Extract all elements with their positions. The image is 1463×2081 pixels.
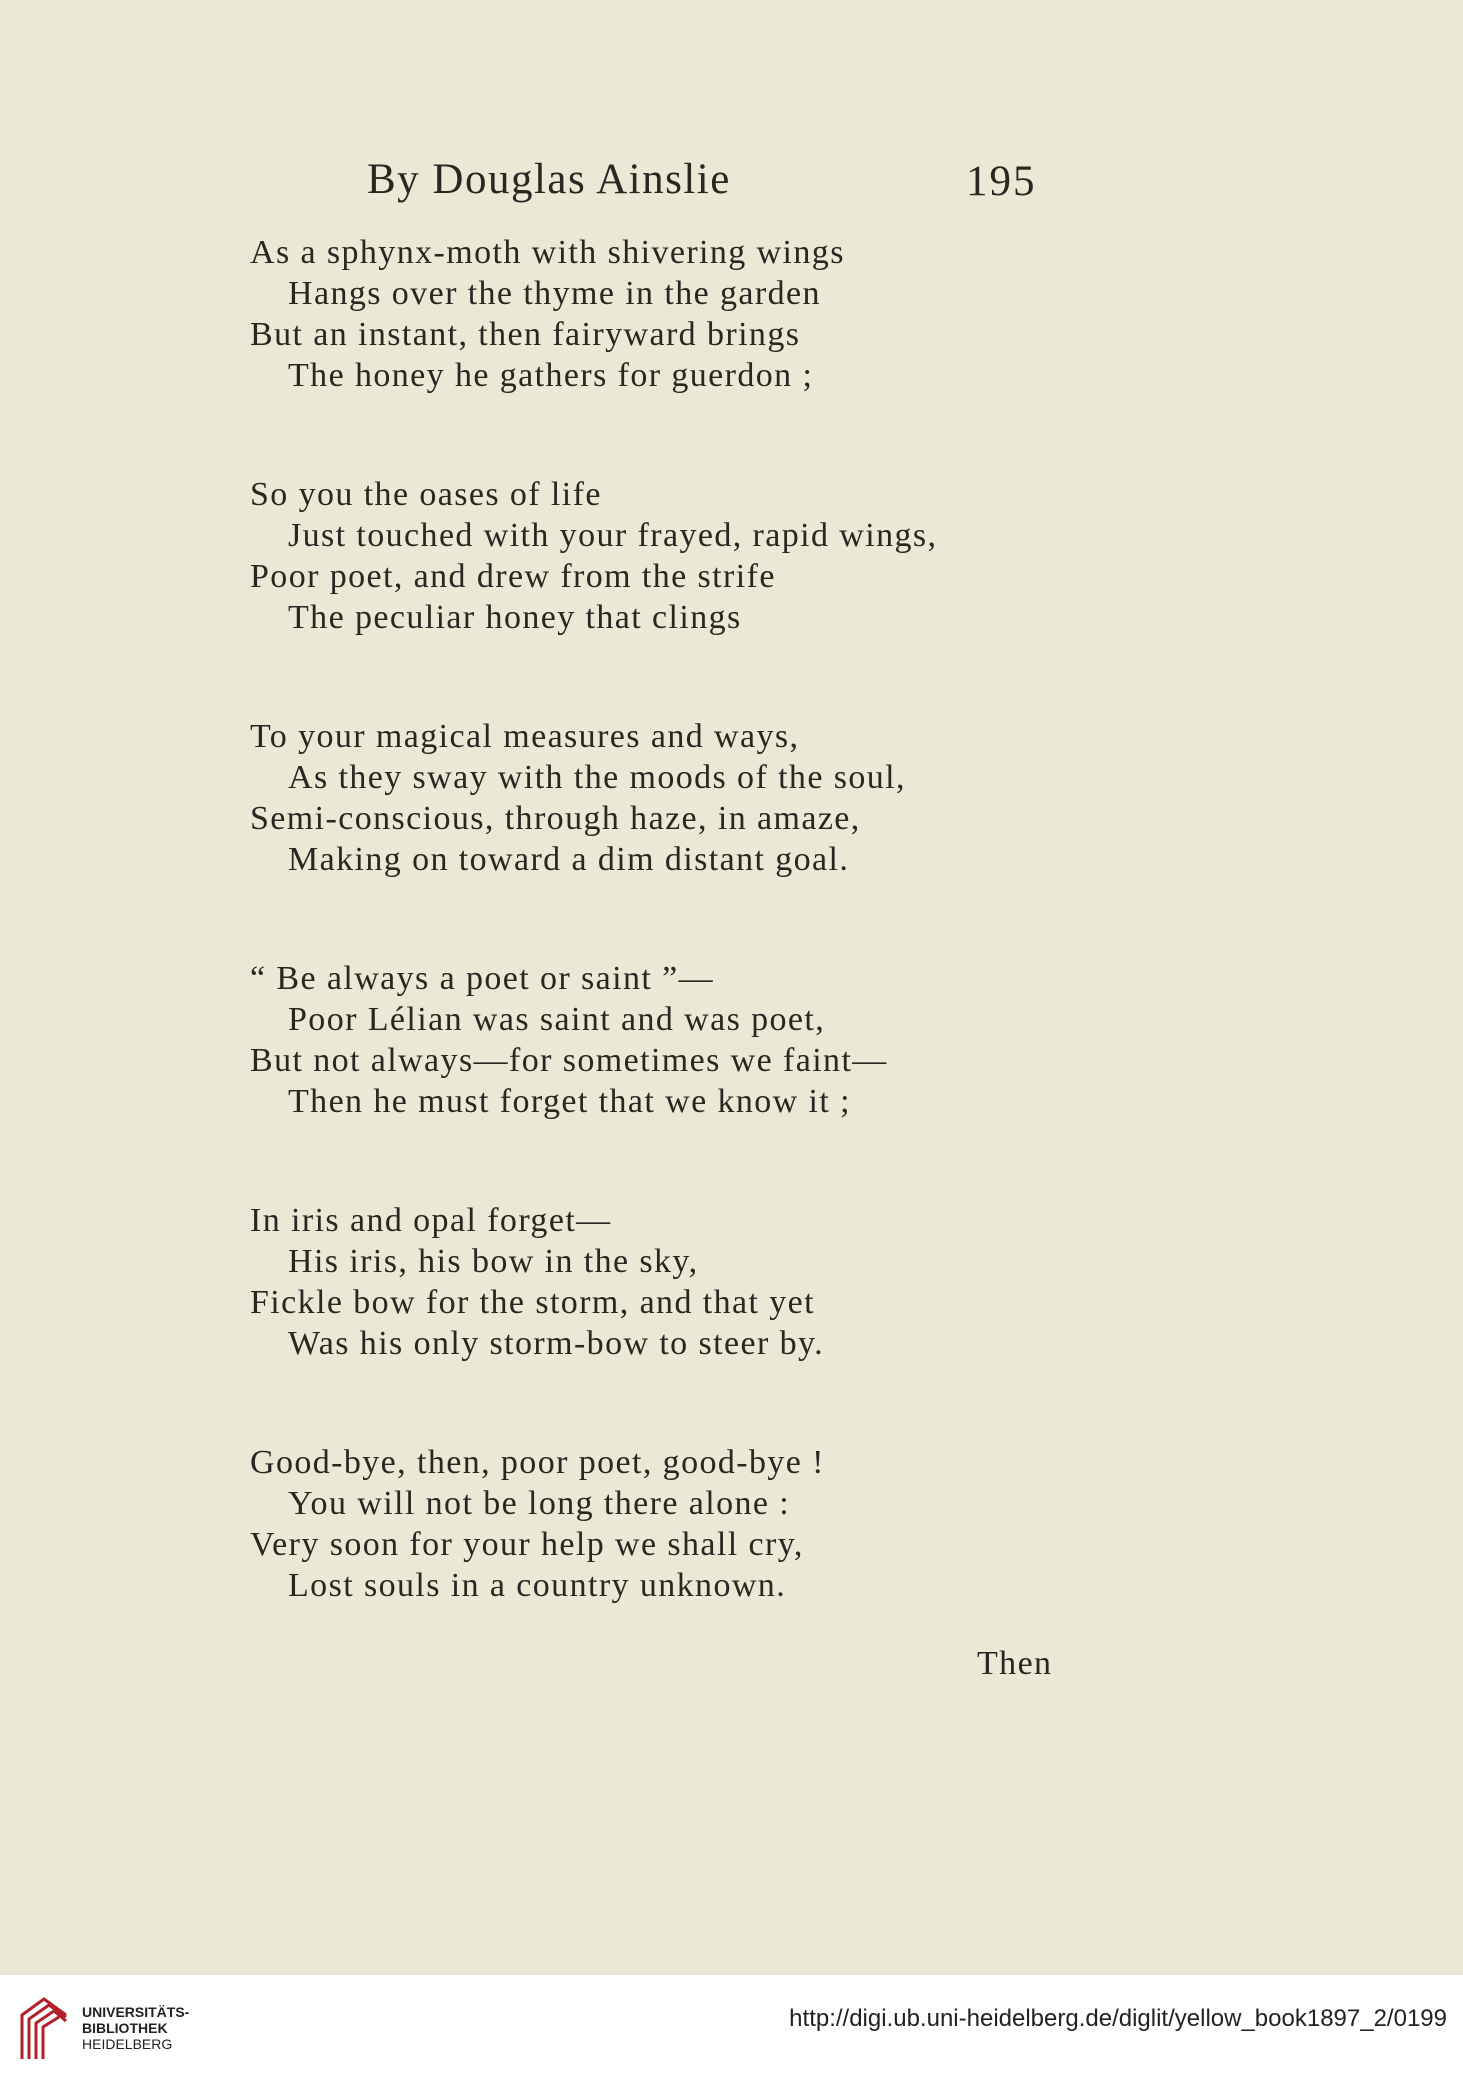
poem-line: But not always—for sometimes we faint— xyxy=(250,1042,888,1079)
poem-line: As a sphynx-moth with shivering wings xyxy=(250,234,845,271)
poem-line: In iris and opal forget— xyxy=(250,1202,612,1239)
poem-line: Poor Lélian was saint and was poet, xyxy=(288,1001,826,1038)
running-head-title: By Douglas Ainslie xyxy=(367,156,731,203)
poem-line: Good-bye, then, poor poet, good-bye ! xyxy=(250,1444,825,1481)
poem-line: So you the oases of life xyxy=(250,476,602,513)
catchword: Then xyxy=(977,1645,1053,1682)
poem-line: Fickle bow for the storm, and that yet xyxy=(250,1284,815,1321)
poem-line: “ Be always a poet or saint ”— xyxy=(250,960,715,997)
poem xyxy=(250,232,1053,1684)
library-name-line: UNIVERSITÄTS- xyxy=(82,2004,190,2020)
poem-line: Just touched with your frayed, rapid wings, xyxy=(288,517,938,554)
running-head xyxy=(0,150,1463,210)
poem-line: The honey he gathers for guerdon ; xyxy=(288,357,814,394)
poem-line: But an instant, then fairyward brings xyxy=(250,316,801,353)
poem-line: Lost souls in a country unknown. xyxy=(288,1567,787,1604)
poem-line: Poor poet, and drew from the strife xyxy=(250,558,776,595)
poem-line: Hangs over the thyme in the garden xyxy=(288,275,821,312)
library-name-line: HEIDELBERG xyxy=(82,2036,173,2052)
poem-line: You will not be long there alone : xyxy=(288,1485,791,1522)
stanza-1 xyxy=(250,232,1050,396)
poem-line: Then he must forget that we know it ; xyxy=(288,1083,851,1120)
stanza-6 xyxy=(250,1442,1050,1606)
stanza-4 xyxy=(250,958,1050,1122)
stanza-5 xyxy=(250,1200,1050,1364)
digitization-footer xyxy=(0,1975,1463,2081)
poem-line: Very soon for your help we shall cry, xyxy=(250,1526,804,1563)
stanza-3 xyxy=(250,716,1050,880)
poem-line: To your magical measures and ways, xyxy=(250,718,800,755)
poem-line: As they sway with the moods of the soul, xyxy=(288,759,906,796)
heidelberg-library-logo-icon[interactable] xyxy=(14,1989,74,2067)
poem-line: The peculiar honey that clings xyxy=(288,599,742,636)
poem-line: His iris, his bow in the sky, xyxy=(288,1243,699,1280)
poem-line: Was his only storm-bow to steer by. xyxy=(288,1325,825,1362)
library-name-line: BIBLIOTHEK xyxy=(82,2020,168,2036)
library-name xyxy=(82,2004,189,2052)
stanza-2 xyxy=(250,474,1050,638)
page-number: 195 xyxy=(966,158,1037,205)
poem-line: Making on toward a dim distant goal. xyxy=(288,841,850,878)
poem-line: Semi-conscious, through haze, in amaze, xyxy=(250,800,861,837)
source-url-link[interactable]: http://digi.ub.uni-heidelberg.de/diglit/yellow_book1897_2/0199 xyxy=(789,2005,1447,2032)
